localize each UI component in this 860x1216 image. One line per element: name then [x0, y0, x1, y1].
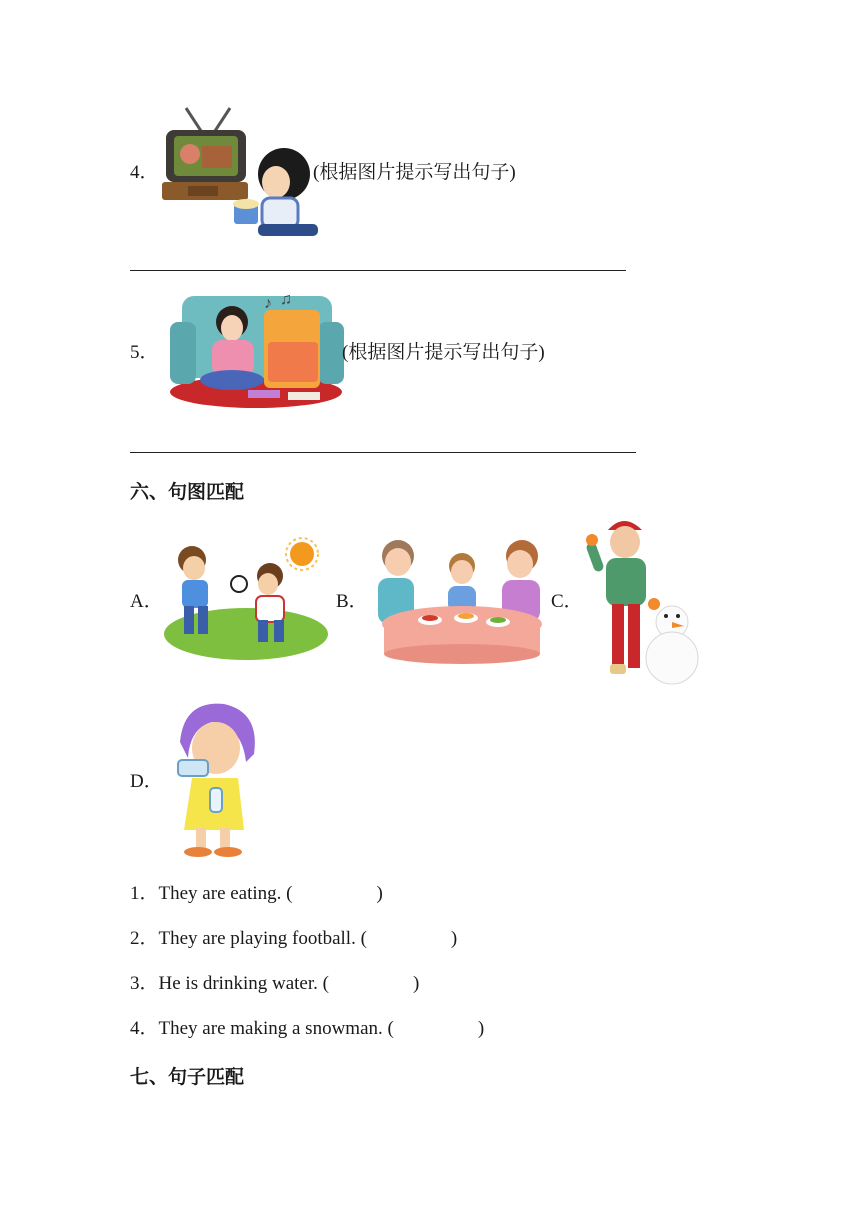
item-sentence: They are eating. ( [158, 883, 293, 904]
section-7-title: 七、句子匹配 [130, 1066, 245, 1088]
picture-d-label: D． [130, 771, 163, 792]
item-number: 2． [130, 928, 159, 949]
match-item-1 [130, 882, 383, 906]
closing-paren: ) [376, 883, 383, 904]
match-item-2 [130, 927, 457, 951]
item-number: 4． [130, 1018, 159, 1039]
item-number: 1． [130, 883, 159, 904]
match-item-3 [130, 972, 419, 996]
girl-drinking-water-picture [162, 698, 262, 862]
item-sentence: They are playing football. ( [158, 928, 367, 949]
picture-a-label: A． [130, 591, 163, 612]
closing-paren: ) [477, 1018, 485, 1039]
question-4-hint: (根据图片提示写出句子) [313, 162, 516, 183]
picture-c-label: C． [551, 591, 583, 612]
item-number: 3． [130, 973, 159, 994]
boys-playing-football-picture [162, 536, 332, 662]
question-5-hint: (根据图片提示写出句子) [342, 342, 545, 363]
svg-text:♫: ♫ [280, 291, 292, 308]
closing-paren: ) [412, 973, 420, 994]
section-6-title: 六、句图匹配 [130, 481, 245, 503]
answer-line-5[interactable] [130, 452, 636, 453]
girl-listening-to-music-picture [168, 288, 346, 414]
question-5-number: 5． [130, 342, 159, 363]
svg-text:♪: ♪ [264, 295, 272, 312]
picture-b-label: B． [336, 591, 368, 612]
item-sentence: They are making a snowman. ( [158, 1018, 394, 1039]
closing-paren: ) [450, 928, 458, 949]
answer-line-4[interactable] [130, 270, 626, 271]
girl-making-snowman-picture [584, 512, 702, 688]
match-item-4 [130, 1017, 484, 1041]
question-4-number: 4． [130, 162, 159, 183]
family-eating-picture [374, 532, 550, 666]
girl-watching-tv-picture [158, 104, 318, 239]
item-sentence: He is drinking water. ( [158, 973, 329, 994]
